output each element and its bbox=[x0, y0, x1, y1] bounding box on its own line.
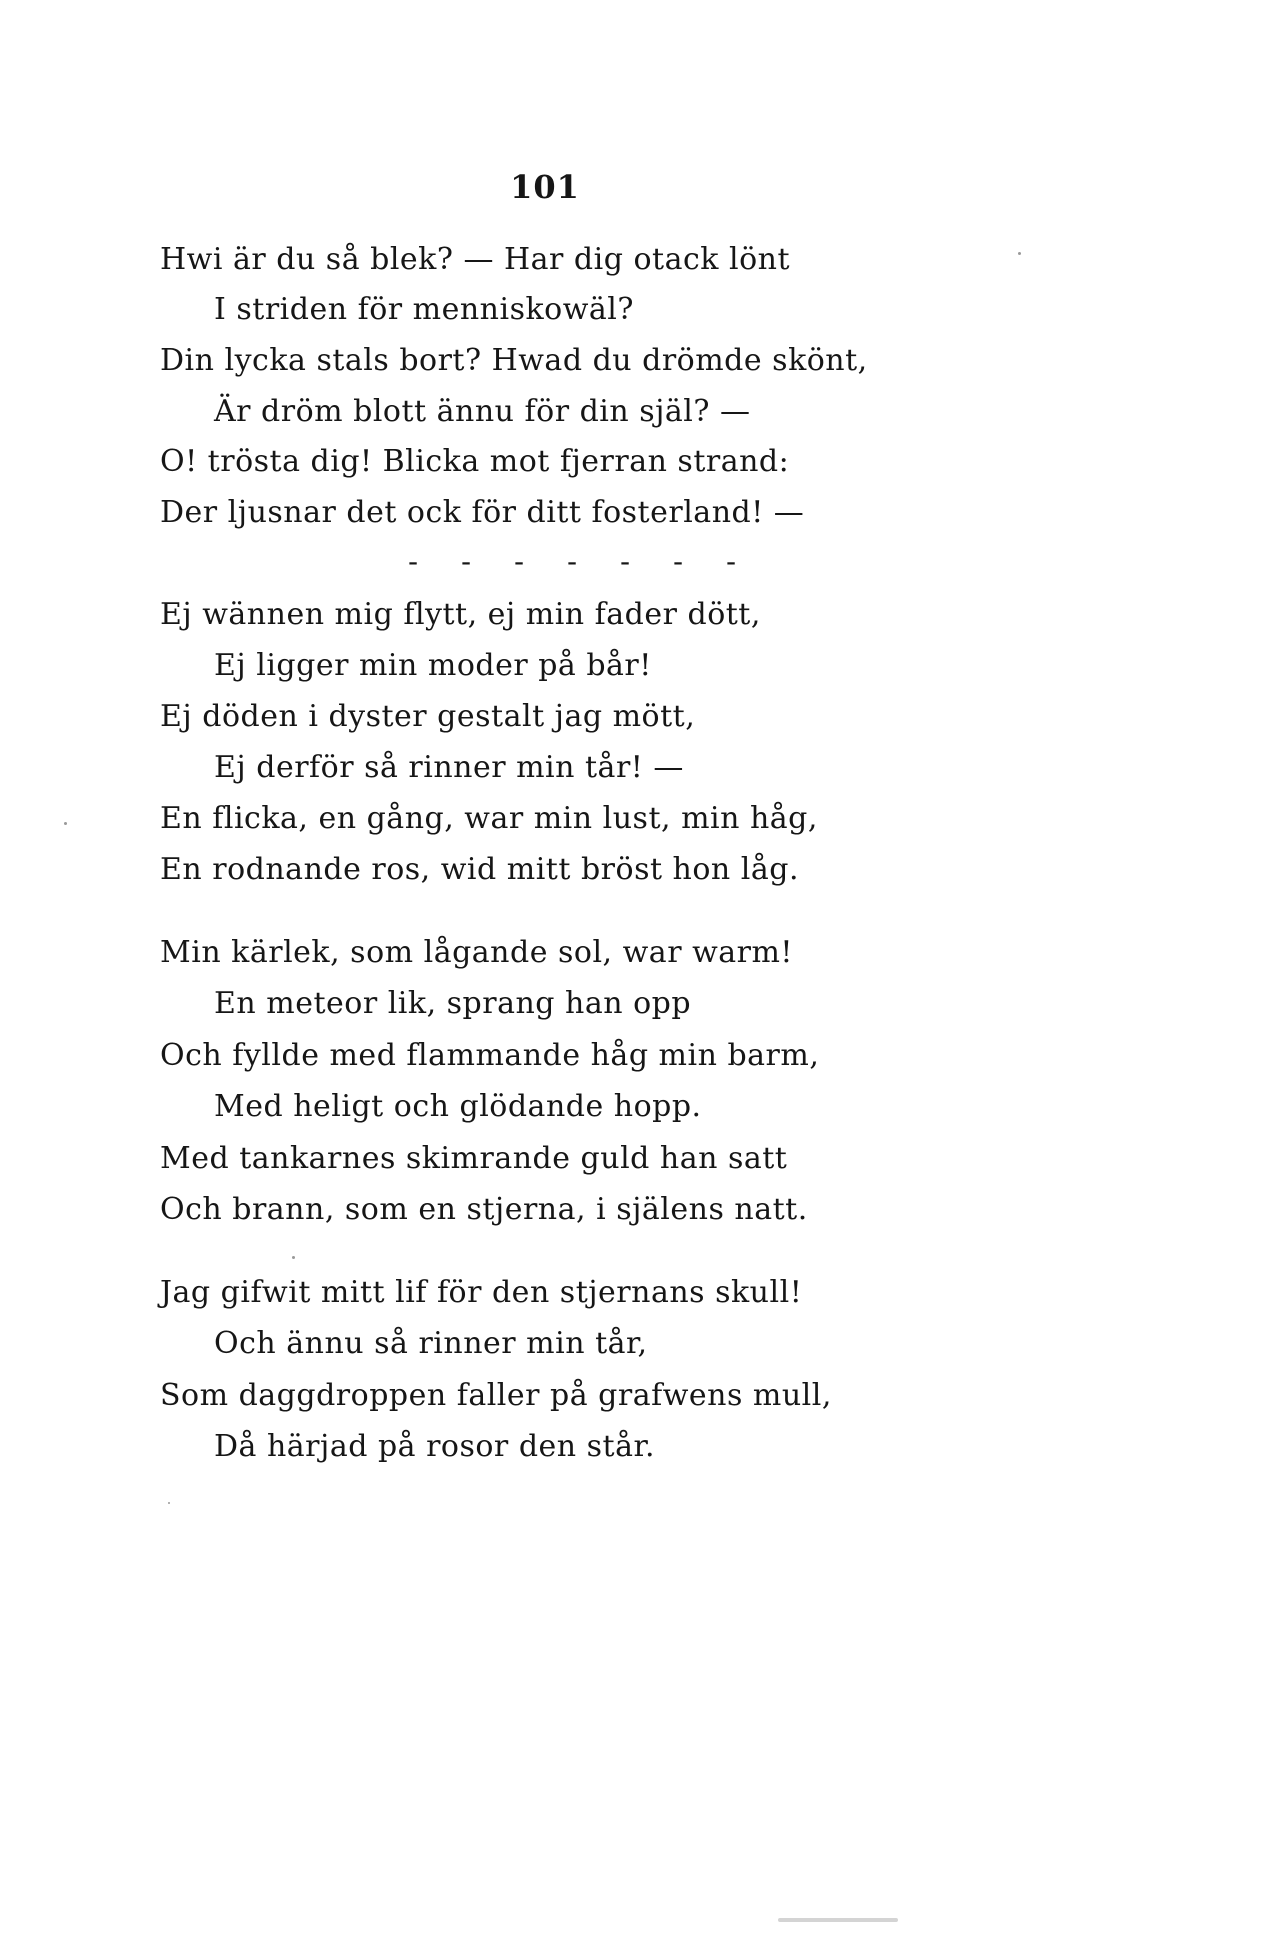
scan-speck bbox=[1018, 252, 1021, 255]
verse-line: Ej döden i dyster gestalt jag mött, bbox=[160, 699, 696, 734]
scan-speck bbox=[168, 1502, 170, 1504]
verse-line: Min kärlek, som lågande sol, war warm! bbox=[160, 935, 793, 970]
verse-line: Och brann, som en stjerna, i själens natt. bbox=[160, 1192, 808, 1227]
verse-line: Hwi är du så blek? — Har dig otack lönt bbox=[160, 242, 791, 277]
verse-line: En meteor lik, sprang han opp bbox=[214, 986, 692, 1021]
verse-line: Ej ligger min moder på bår! bbox=[214, 648, 652, 683]
scan-smudge bbox=[778, 1918, 898, 1922]
verse-line: Din lycka stals bort? Hwad du drömde skönt, bbox=[160, 343, 868, 378]
verse-line: En rodnande ros, wid mitt bröst hon låg. bbox=[160, 852, 800, 887]
verse-line: Och fyllde med flammande håg min barm, bbox=[160, 1038, 820, 1073]
verse-line: Och ännu så rinner min tår, bbox=[214, 1326, 648, 1361]
verse-line: O! trösta dig! Blicka mot fjerran strand: bbox=[160, 444, 790, 479]
verse-line: Med heligt och glödande hopp. bbox=[214, 1089, 702, 1124]
verse-line: Ej wännen mig flytt, ej min fader dött, bbox=[160, 597, 761, 632]
section-separator: - - - - - - - bbox=[408, 545, 754, 578]
verse-line: Är dröm blott ännu för din själ? — bbox=[214, 394, 751, 429]
verse-line: Ej derför så rinner min tår! — bbox=[214, 750, 684, 785]
verse-line: En flicka, en gång, war min lust, min håg, bbox=[160, 801, 818, 836]
verse-line: Jag gifwit mitt lif för den stjernans skull! bbox=[160, 1275, 803, 1310]
scan-speck bbox=[292, 1256, 295, 1259]
verse-line: I striden för menniskowäl? bbox=[214, 292, 634, 327]
verse-line: Som daggdroppen faller på grafwens mull, bbox=[160, 1378, 832, 1413]
verse-line: Der ljusnar det ock för ditt fosterland! — bbox=[160, 495, 805, 530]
verse-line: Då härjad på rosor den står. bbox=[214, 1429, 656, 1464]
page-number: 101 bbox=[510, 168, 580, 206]
scan-speck bbox=[64, 822, 67, 825]
verse-line: Med tankarnes skimrande guld han satt bbox=[160, 1141, 788, 1176]
